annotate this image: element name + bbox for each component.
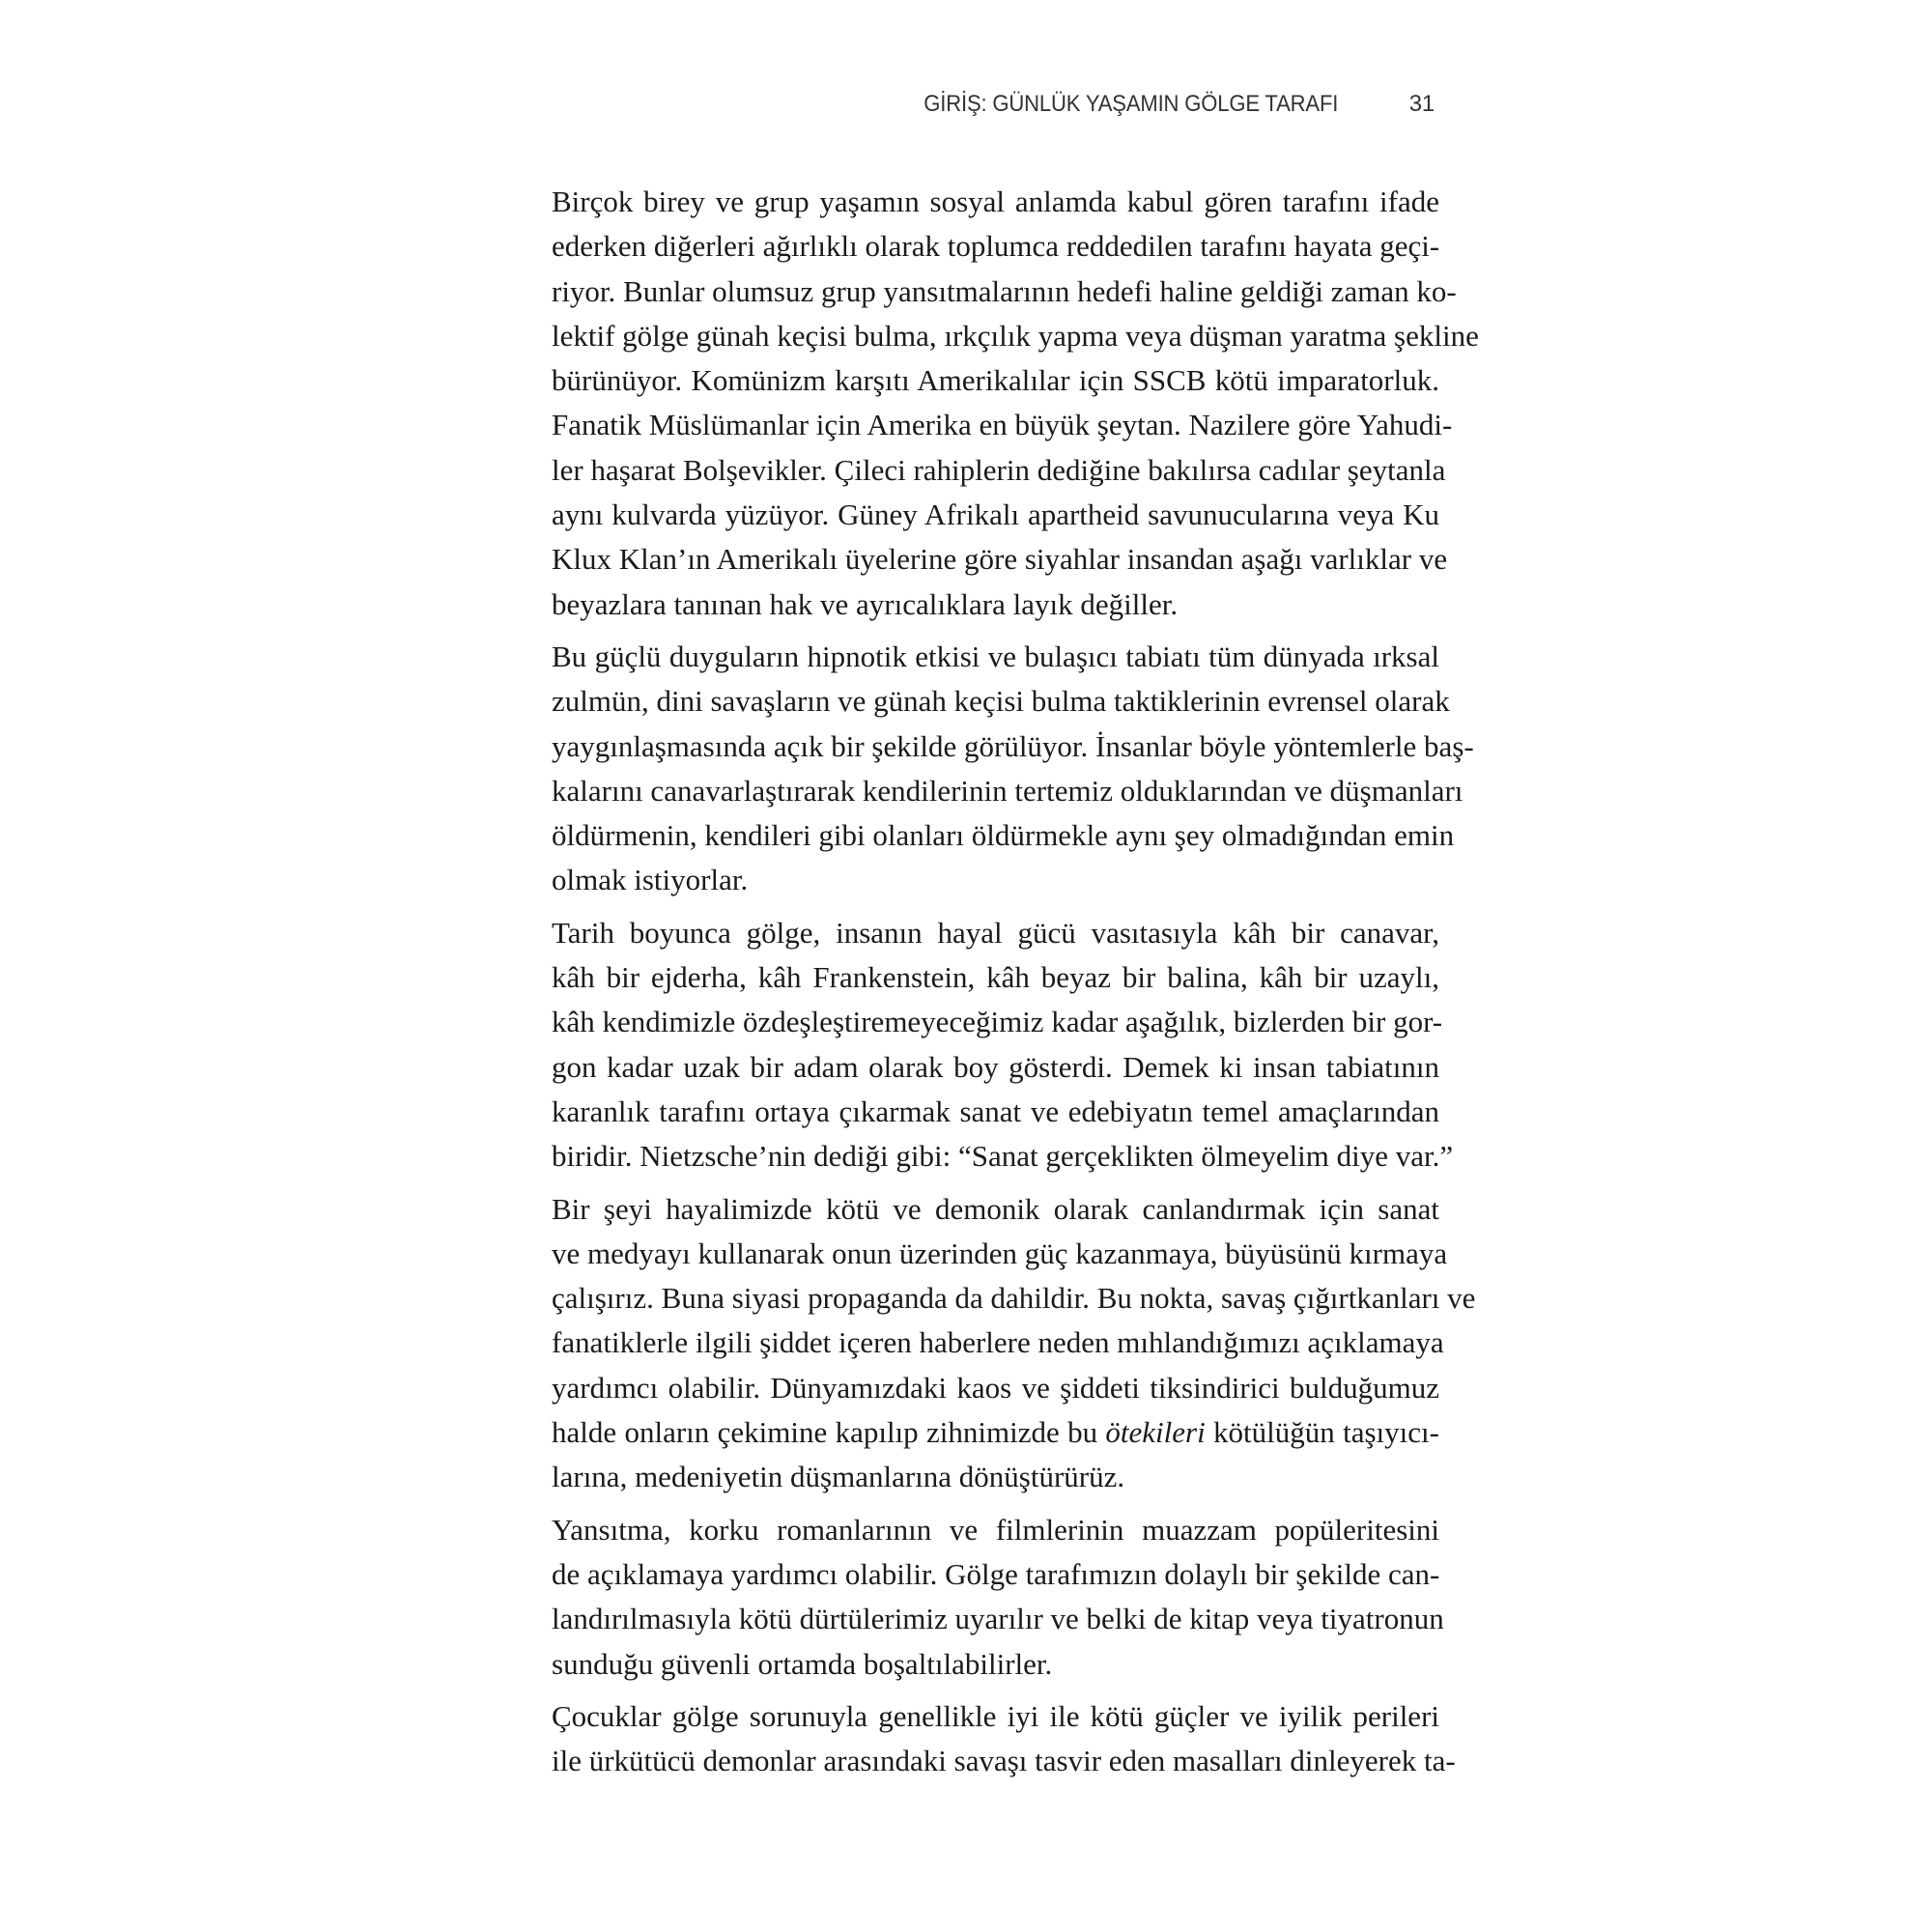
running-title: GİRİŞ: GÜNLÜK YAŞAMIN GÖLGE TARAFI <box>923 91 1338 117</box>
paragraph-5 <box>508 1508 1444 1687</box>
paragraph-4 <box>508 1187 1476 1500</box>
text-line: beyazlara tanınan hak ve ayrıcalıklara layık değiller. <box>552 586 1179 621</box>
text-line: sunduğu güvenli ortamda boşaltılabilirler. <box>552 1646 1053 1681</box>
text-line: Bu güçlü duyguların hipnotik etkisi ve bulaşıcı tabiatı tüm dünyada ırksal <box>552 639 1439 673</box>
text-line: karanlık tarafını ortaya çıkarmak sanat ve edebiyatın temel amaçlarından <box>552 1094 1439 1128</box>
text-line: Birçok birey ve grup yaşamın sosyal anlamda kabul gören tarafını ifade <box>552 185 1439 218</box>
emphasized-word: ötekileri <box>1105 1415 1206 1450</box>
text-line: öldürmenin, kendileri gibi olanları öldürmekle aynı şey olmadığından emin <box>552 818 1455 853</box>
text-line: ile ürkütücü demonlar arasındaki savaşı tasvir eden masalları dinleyerek ta- <box>552 1744 1456 1778</box>
text-line: bürünüyor. Komünizm karşıtı Amerikalılar için SSCB kötü imparatorluk. <box>552 363 1439 398</box>
text-line <box>508 1410 1439 1455</box>
running-header <box>502 91 1435 124</box>
paragraph-1 <box>508 180 1479 627</box>
paragraph-2 <box>508 635 1474 903</box>
text-line: olmak istiyorlar. <box>552 863 749 897</box>
text-line: gon kadar uzak bir adam olarak boy gösterdi. Demek ki insan tabiatının <box>552 1049 1439 1084</box>
text-line: Tarih boyunca gölge, insanın hayal gücü vasıtasıyla kâh bir canavar, <box>552 915 1439 950</box>
text-fragment: kötülüğün taşıyıcı- <box>1205 1415 1439 1450</box>
text-line: Çocuklar gölge sorunuyla genellikle iyi ile kötü güçler ve iyilik perileri <box>552 1698 1439 1733</box>
text-line: Bir şeyi hayalimizde kötü ve demonik olarak canlandırmak için sanat <box>552 1191 1439 1226</box>
text-line: lektif gölge günah keçisi bulma, ırkçılık yapma veya düşman yaratma şekline <box>552 318 1479 353</box>
text-line: yardımcı olabilir. Dünyamızdaki kaos ve şiddeti tiksindirici bulduğumuz <box>552 1370 1439 1405</box>
text-line: larına, medeniyetin düşmanlarına dönüştürürüz. <box>552 1460 1125 1494</box>
text-line: ederken diğerleri ağırlıklı olarak toplumca reddedilen tarafını hayata geçi- <box>552 229 1440 264</box>
text-line: kâh bir ejderha, kâh Frankenstein, kâh beyaz bir balina, kâh bir uzaylı, <box>552 960 1439 995</box>
paragraph-3 <box>508 911 1454 1179</box>
text-line: biridir. Nietzsche’nin dediği gibi: “Sanat gerçeklikten ölmeyelim diye var.” <box>552 1139 1454 1174</box>
text-line: fanatiklerle ilgili şiddet içeren haberlere neden mıhlandığımızı açıklamaya <box>552 1325 1444 1360</box>
text-line: ve medyayı kullanarak onun üzerinden güç kazanmaya, büyüsünü kırmaya <box>552 1236 1448 1270</box>
text-line: yaygınlaşmasında açık bir şekilde görülüyor. İnsanlar böyle yöntemlerle baş- <box>552 728 1474 763</box>
text-line: Klux Klan’ın Amerikalı üyelerine göre siyahlar insandan aşağı varlıklar ve <box>552 542 1448 577</box>
text-line: landırılmasıyla kötü dürtülerimiz uyarılır ve belki de kitap veya tiyatronun <box>552 1602 1444 1636</box>
text-line: riyor. Bunlar olumsuz grup yansıtmalarının hedefi haline geldiği zaman ko- <box>552 273 1457 308</box>
text-line: kâh kendimizle özdeşleştiremeyeceğimiz kadar aşağılık, bizlerden bir gor- <box>552 1005 1443 1039</box>
text-line: de açıklamaya yardımcı olabilir. Gölge tarafımızın dolaylı bir şekilde can- <box>552 1556 1440 1591</box>
text-line: aynı kulvarda yüzüyor. Güney Afrikalı apartheid savunucularına veya Ku <box>552 497 1439 532</box>
body-text <box>508 180 1479 1783</box>
text-line: kalarını canavarlaştırarak kendilerinin tertemiz olduklarından ve düşmanları <box>552 773 1463 808</box>
text-line: çalışırız. Buna siyasi propaganda da dahildir. Bu nokta, savaş çığırtkanları ve <box>552 1281 1476 1316</box>
text-fragment: halde onların çekimine kapılıp zihnimizde bu <box>552 1415 1106 1450</box>
text-line: ler haşarat Bolşevikler. Çileci rahiplerin dediğine bakılırsa cadılar şeytanla <box>552 452 1446 487</box>
page-number: 31 <box>1408 91 1435 117</box>
text-line: Fanatik Müslümanlar için Amerika en büyük şeytan. Nazilere göre Yahudi- <box>552 408 1453 442</box>
paragraph-6 <box>508 1694 1456 1784</box>
text-line: zulmün, dini savaşların ve günah keçisi bulma taktiklerinin evrensel olarak <box>552 684 1450 719</box>
text-line: Yansıtma, korku romanlarının ve filmlerinin muazzam popüleritesini <box>552 1512 1439 1547</box>
